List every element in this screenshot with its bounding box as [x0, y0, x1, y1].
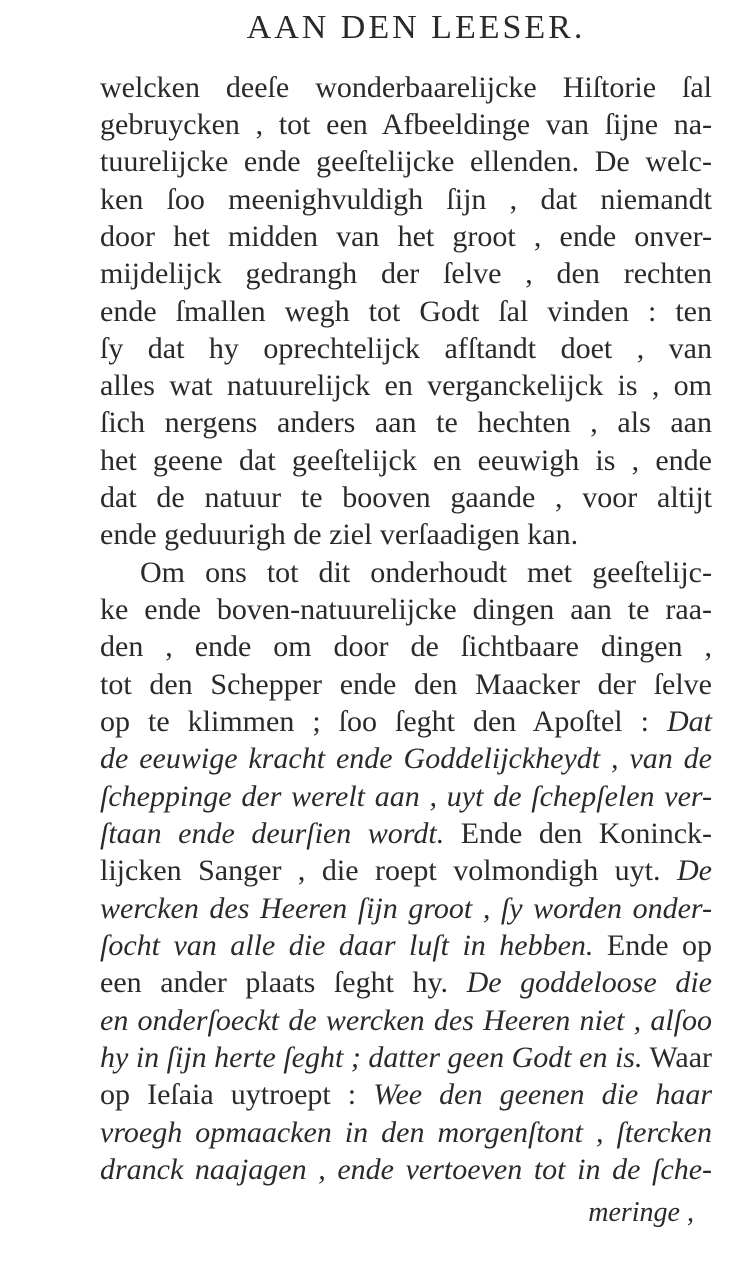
italic-run: vroegh opmaacken in den morgenſtont , ſtercken [100, 1116, 712, 1149]
italic-run: ſtaan ende deurſien wordt. [100, 817, 445, 850]
text-line [100, 853, 712, 889]
text-line [100, 294, 712, 330]
text-line [100, 219, 712, 255]
text-line [100, 629, 712, 665]
text-run: dat de natuur te booven gaande , voor altijt [100, 481, 712, 514]
text-run: ke ende boven-natuurelijcke dingen aan te raa- [100, 593, 712, 626]
text-line [100, 70, 712, 106]
running-header: AAN DEN LEESER. [246, 9, 586, 46]
text-run: ken ſoo meenighvuldigh ſijn , dat niemandt [100, 183, 712, 216]
text-line [100, 405, 712, 441]
italic-run: De [677, 854, 712, 887]
text-run: den , ende om door de ſichtbaare dingen , [100, 630, 712, 663]
text-line [100, 1003, 712, 1039]
text-run: welcken deeſe wonderbaarelijcke Hiſtorie ſal [100, 71, 712, 104]
text-run: ſy dat hy oprechtelijck afſtandt doet , van [100, 332, 712, 365]
text-line [100, 704, 712, 740]
italic-run: dranck naajagen , ende vertoeven tot in de ſche- [100, 1153, 712, 1186]
text-line [100, 368, 712, 404]
italic-run: hy in ſijn herte ſeght ; datter geen Godt en is. [100, 1041, 643, 1074]
text-line [100, 928, 712, 964]
text-run: mijdelijck gedrangh der ſelve , den rechten [100, 257, 712, 290]
text-line [100, 741, 712, 777]
text-line [100, 779, 712, 815]
text-run: tuurelijcke ende geeſtelijcke ellenden. De welc- [100, 145, 712, 178]
text-run: lijcken Sanger , die roept volmondigh uyt. [100, 854, 678, 887]
italic-run: ſocht van alle die daar luſt in hebben. [100, 929, 594, 962]
text-line [100, 965, 712, 1001]
italic-run: de eeuwige kracht ende Goddelijckheydt , van de [100, 742, 712, 775]
italic-run: De goddeloose die [466, 966, 712, 999]
text-line [100, 1077, 712, 1113]
text-line [100, 517, 712, 553]
text-run: ſich nergens anders aan te hechten , als aan [100, 406, 712, 439]
italic-run: wercken des Heeren ſijn groot , ſy worden onder- [100, 892, 712, 925]
italic-run: Dat [667, 705, 712, 738]
text-run: een ander plaats ſeght hy. [100, 966, 467, 999]
text-line [100, 480, 712, 516]
text-run: op te klimmen ; ſoo ſeght den Apoſtel : [100, 705, 667, 738]
text-run: gebruycken , tot een Afbeeldinge van ſijne na- [100, 108, 712, 141]
text-run: het geene dat geeſtelijck en eeuwigh is , ende [100, 444, 712, 477]
text-line [100, 182, 712, 218]
text-run: Waar [642, 1041, 713, 1074]
text-run: Om ons tot dit onderhoudt met geeſtelijc- [140, 556, 712, 589]
text-line [100, 107, 712, 143]
text-line [100, 256, 712, 292]
italic-run: Wee den geenen die haar [373, 1078, 712, 1111]
text-line [100, 667, 712, 703]
text-run: alles wat natuurelijck en verganckelijck is , om [100, 369, 712, 402]
text-run: Ende op [593, 929, 712, 962]
text-line [100, 1115, 712, 1151]
text-line [100, 592, 712, 628]
text-line [100, 144, 712, 180]
text-run: op Ieſaia uytroept : [100, 1078, 374, 1111]
italic-run: ſcheppinge der werelt aan , uyt de ſchepſelen ver- [100, 780, 712, 813]
text-line [100, 1152, 712, 1188]
text-run: tot den Schepper ende den Maacker der ſelve [100, 668, 712, 701]
text-run: ende geduurigh de ziel verſaadigen kan. [100, 518, 579, 551]
text-run: door het midden van het groot , ende onver- [100, 220, 712, 253]
text-run: ende ſmallen wegh tot Godt ſal vinden : ten [100, 295, 712, 328]
catchword: meringe , [588, 1197, 694, 1228]
text-line [100, 891, 712, 927]
italic-run: en onderſoeckt de wercken des Heeren niet , alſoo [100, 1004, 712, 1037]
paragraph-start-line [140, 555, 712, 591]
text-line [100, 1040, 712, 1076]
text-line [100, 443, 712, 479]
text-run: Ende den Koninck- [444, 817, 713, 850]
text-line [100, 331, 712, 367]
text-line [100, 816, 712, 852]
